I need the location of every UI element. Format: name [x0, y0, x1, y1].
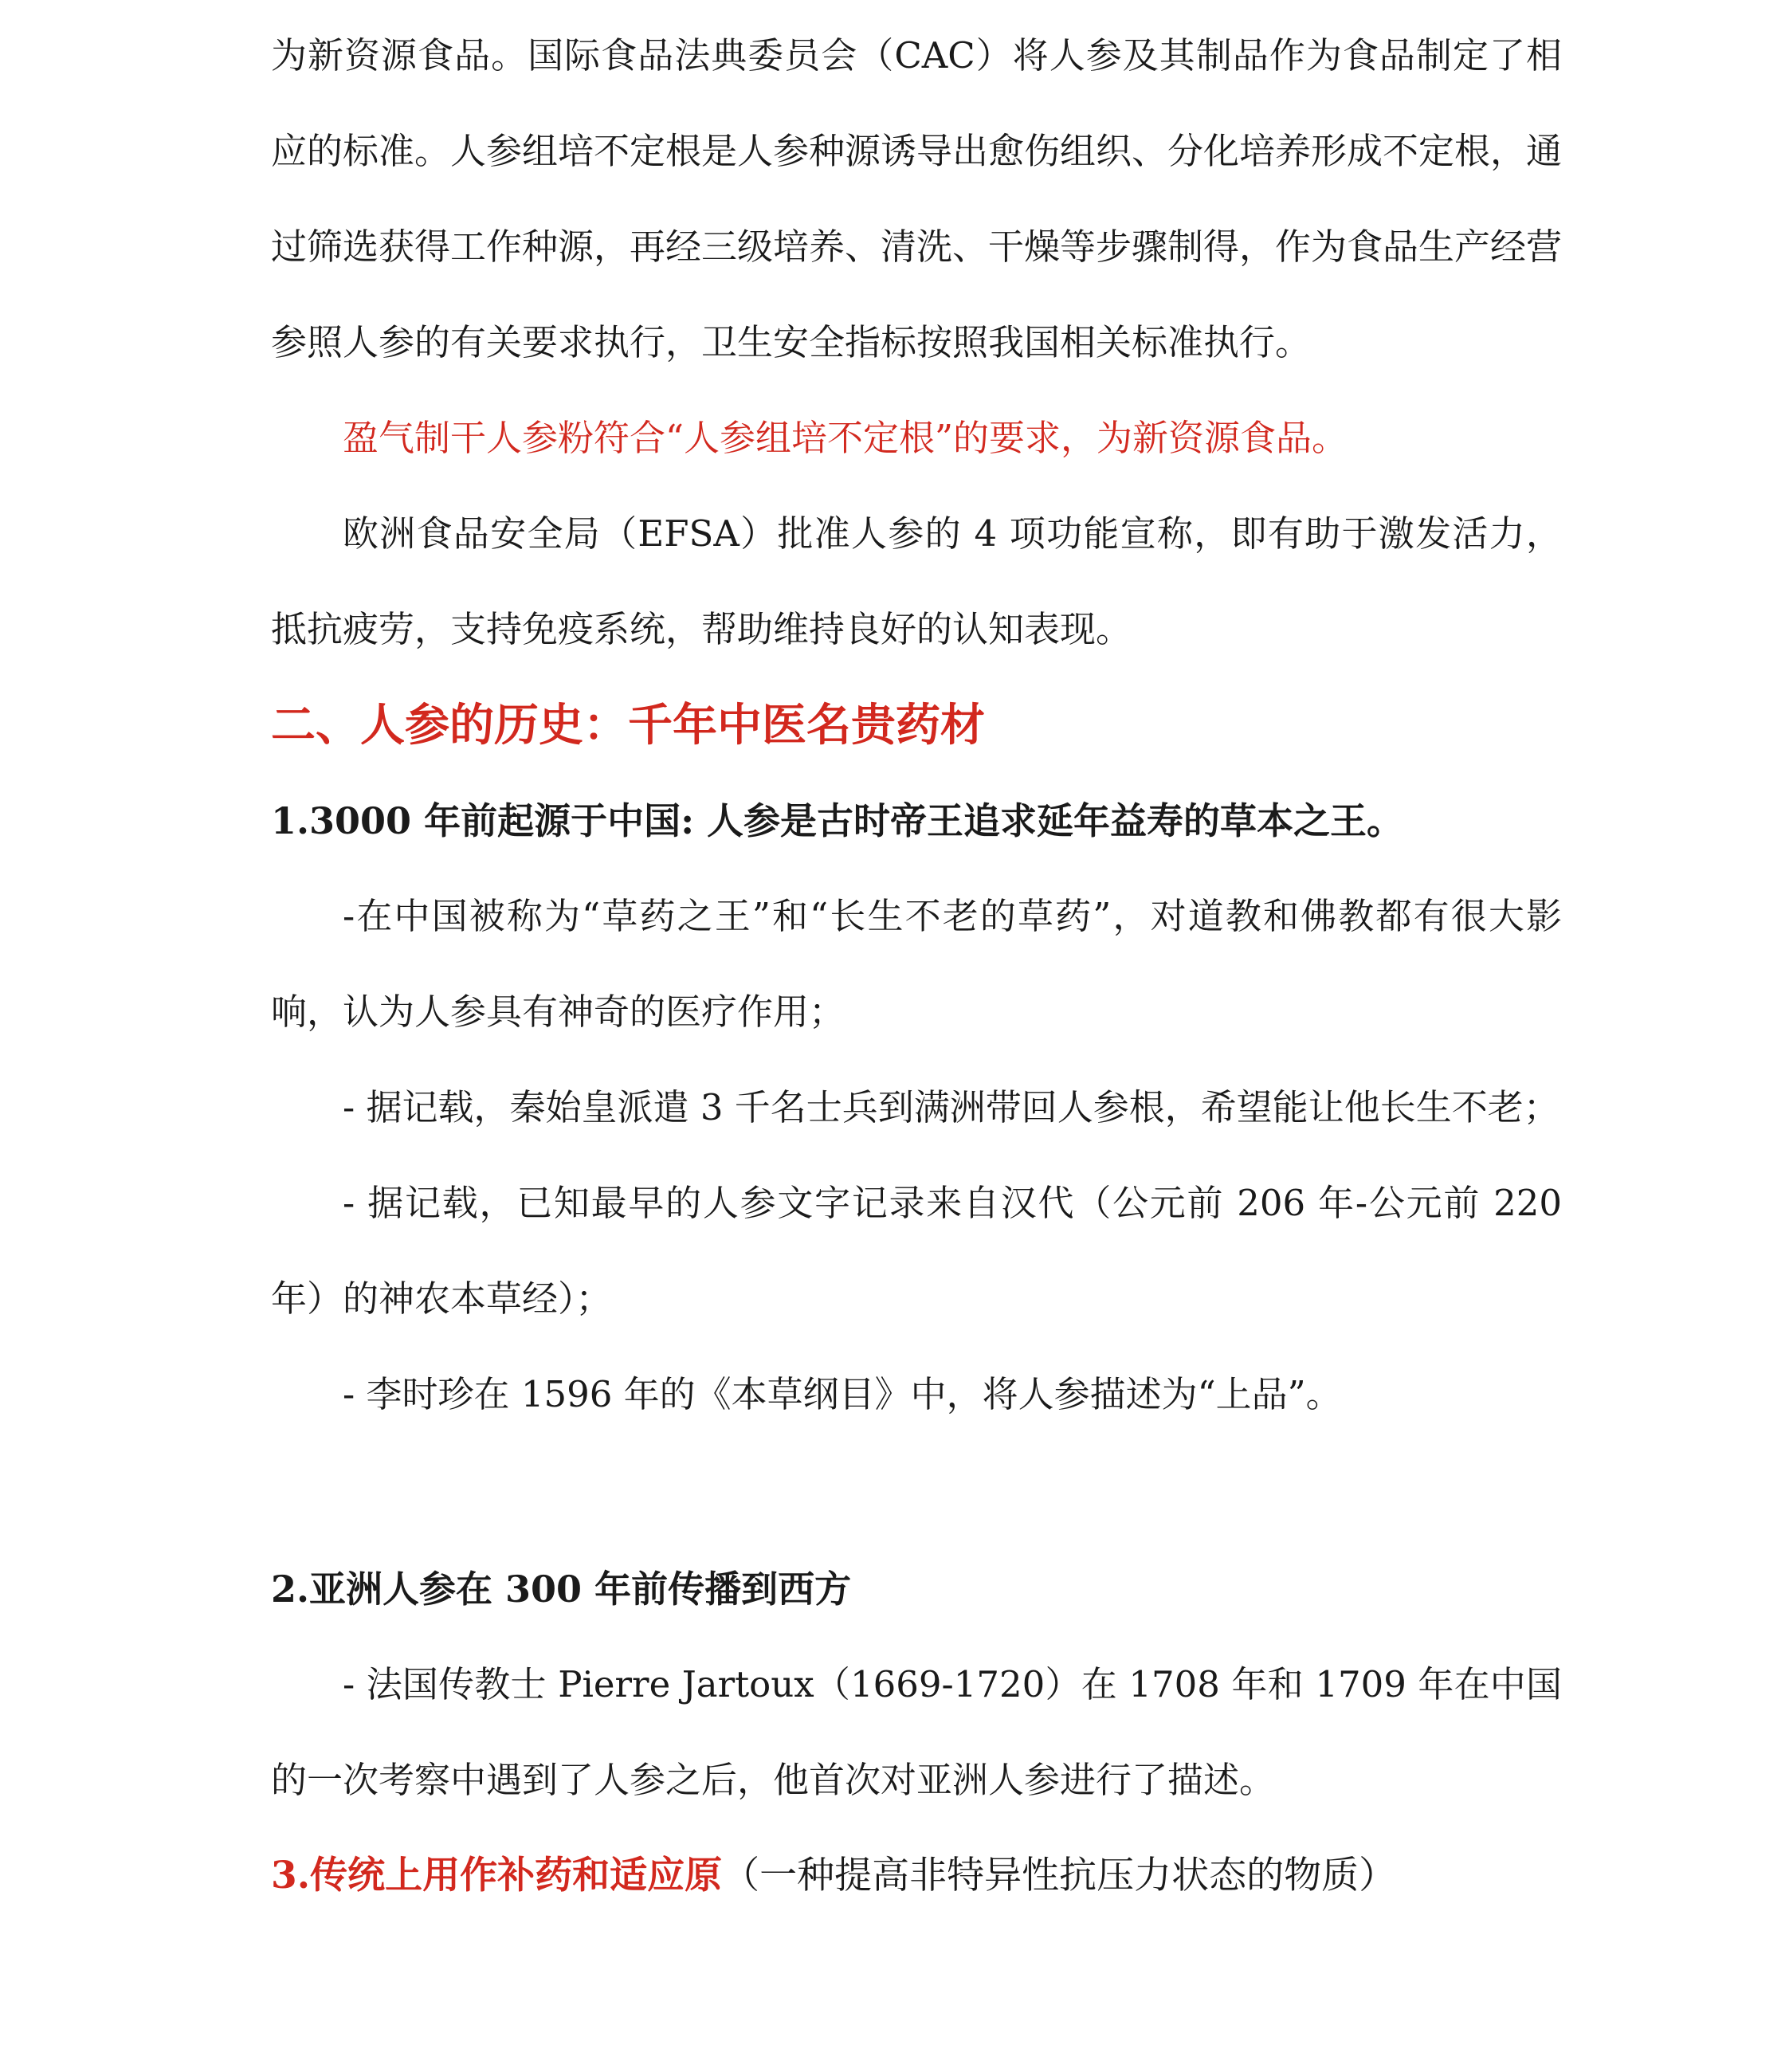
- jartoux-item: - 法国传教士 Pierre Jartoux（1669-1720）在 1708 年和 1709 年在中国的一次考察中遇到了人参之后，他首次对亚洲人参进行了描述。: [271, 1663, 1562, 1801]
- han-dynasty-item: - 据记载，已知最早的人参文字记录来自汉代（公元前 206 年-公元前 220 年）的神农本草经）；: [271, 1182, 1562, 1320]
- qinshihuang-item: - 据记载，秦始皇派遣 3 千名士兵到满洲带回人参根，希望能让他长生不老；: [343, 1086, 1559, 1128]
- intro-paragraph: 为新资源食品。国际食品法典委员会（CAC）将人参及其制品作为食品制定了相应的标准。人参组培不定根是人参种源诱导出愈伤组织、分化培养形成不定根，通过筛选获得工作种源，再经三级培养、清洗、干燥等步骤制得，作为食品生产经营参照人参的有关要求执行，卫生安全指标按照我国相关标准执行。: [271, 34, 1563, 363]
- subheading-tonic: [271, 1828, 1562, 1924]
- subheading-origin: 1.3000 年前起源于中国: 人参是古时帝王追求延年益寿的草本之王。: [271, 799, 1404, 842]
- tonic-heading-red: 3.传统上用作补药和适应原: [271, 1854, 723, 1897]
- lishizhen-item: - 李时珍在 1596 年的《本草纲目》中，将人参描述为“上品”。: [343, 1373, 1342, 1415]
- herb-king-item: -在中国被称为“草药之王”和“长生不老的草药”，对道教和佛教都有很大影响，认为人参具有神奇的医疗作用；: [271, 895, 1562, 1033]
- efsa-paragraph: 欧洲食品安全局（EFSA）批准人参的 4 项功能宣称，即有助于激发活力，抵抗疲劳，支持免疫系统，帮助维持良好的认知表现。: [271, 512, 1562, 650]
- subheading-westward: 2.亚洲人参在 300 年前传播到西方: [271, 1568, 852, 1611]
- section-heading-history: 二、人参的历史：千年中医名贵药材: [271, 699, 985, 751]
- tonic-heading-note: （一种提高非特异性抗压力状态的物质）: [722, 1854, 1397, 1897]
- new-resource-claim: 盈气制干人参粉符合“人参组培不定根”的要求，为新资源食品。: [343, 417, 1348, 459]
- document-page: [271, 8, 1562, 1924]
